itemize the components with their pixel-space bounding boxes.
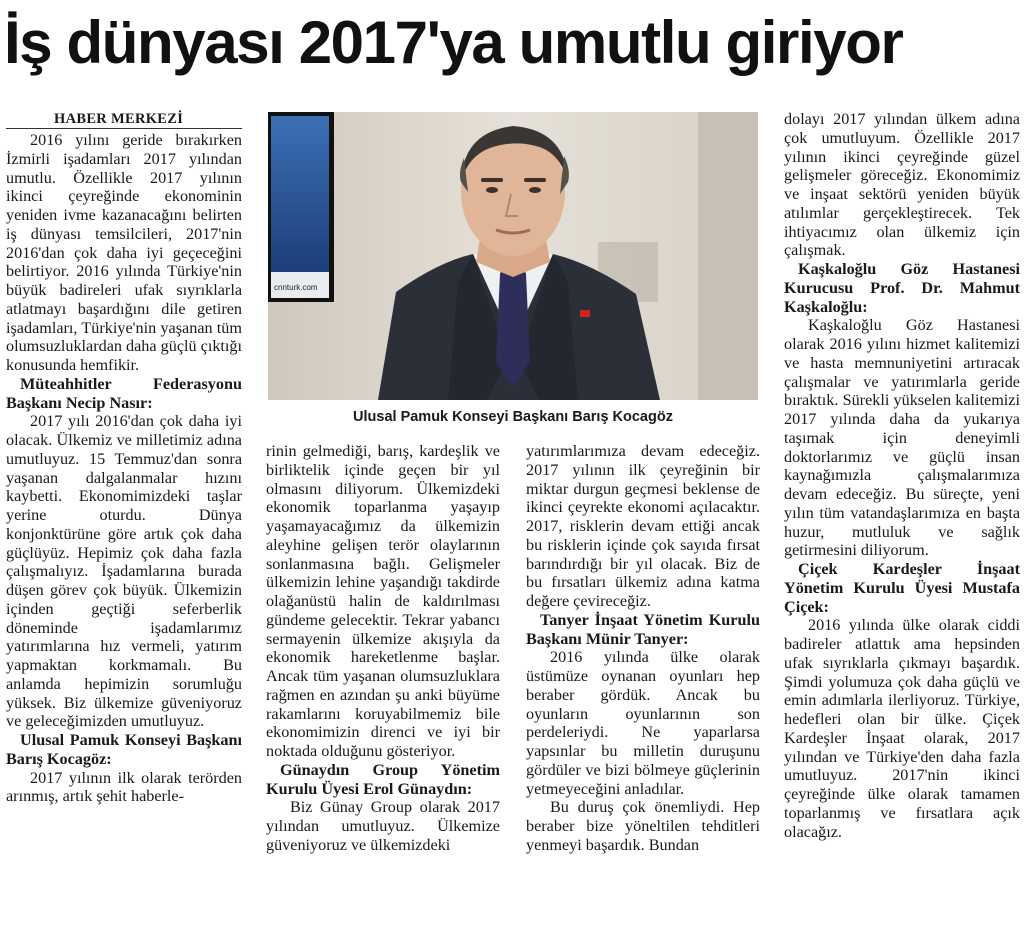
paragraph-mustafa-cicek: 2016 yılında ülke olarak ciddi badireler atlattık ama hepsinden ufak sıyrıklarla çıkmayı başardık. Şimdi yolumuza çok daha güçlü ve emin adımlarla ilerliyoruz. Türkiye, hedefleri olan bir ülke. Çiçek Kardeşler İnşaat olarak, 2017 yılından ve Türkiye'den daha fazla umutluyuz. 2017'nin ikinci çeyreğinde ülke olarak tamamen toparlanmış ve fırsatlara açık olacağız. — [784, 616, 1020, 841]
column-4 — [784, 110, 1020, 928]
paragraph-erol-gunaydin-cont: yatırımlarımıza devam edeceğiz. 2017 yılının ilk çeyreğinin bir miktar durgun geçmesi beklense de ikinci çeyrekte ekonomi açılacaktır. 2017, risklerin devam ettiği ancak bu risklerin içinde çok sayıda fırsat barındırdığı bir yıl olacak. Biz de bu fırsatları ülkemiz adına katma değere çevireceğiz. — [526, 442, 760, 610]
column-2 — [266, 442, 500, 928]
subhead-necip-nasir: Müteahhitler Federasyonu Başkanı Necip Nasır: — [6, 374, 242, 412]
subhead-mahmut-kaskaloglu: Kaşkaloğlu Göz Hastanesi Kurucusu Prof. Dr. Mahmut Kaşkaloğlu: — [784, 260, 1020, 316]
intro-paragraph: 2016 yılını geride bırakırken İzmirli işadamları 2017 yılından umutlu. Özellikle 2017 yılının ikinci çeyreğinde ekonominin yeniden ivme kazanacağını belirten iş dünyası temsilcileri, 2017'nin 2016'dan çok daha iyi geçeceğini belirtiyor. 2016 yılında Türkiye'nin büyük badireleri ufak sıyrıklarla atlatmayı başardığını dile getiren işadamları, Türkiye'nin yaşanan tüm olumsuzluklardan daha güçlü çıktığı konusunda hemfikir. — [6, 131, 242, 374]
paragraph-mahmut-kaskaloglu: Kaşkaloğlu Göz Hastanesi olarak 2016 yılını hizmet kalitemizi ve hasta memnuniyetini artıracak çalışmalar ve yatırımlarla geride bıraktık. Sürekli yükselen kalitemizi 2017 yılında daha da yukarıya taşımak için deneyimli doktorlarımız ve güçlü insan kaynağımızla çalışmalarımıza devam edeceğiz. Bu süreçte, yeni yılın tüm vatandaşlarımıza en başta huzur, mutluluk ve sağlık getirmesini diliyorum. — [784, 316, 1020, 560]
portrait-illustration — [268, 112, 758, 400]
portrait-photo — [268, 112, 758, 400]
column-3 — [526, 442, 760, 928]
subhead-mustafa-cicek: Çiçek Kardeşler İnşaat Yönetim Kurulu Üyesi Mustafa Çiçek: — [784, 560, 1020, 616]
subhead-erol-gunaydin: Günaydın Group Yönetim Kurulu Üyesi Erol Günaydın: — [266, 760, 500, 798]
subhead-baris-kocagoz: Ulusal Pamuk Konseyi Başkanı Barış Kocagöz: — [6, 731, 242, 768]
paragraph-baris-kocagoz-cont: rinin gelmediği, barış, kardeşlik ve birliktelik içinde geçen bir yıl olmasını diliyorum. Ülkemizdeki ekonomik toparlanma yaşayıp yaşamayacağımız da ülkemizin aleyhine gelişen terör olaylarının sonlanmasına bağlı. Gelişmeler ülkemizin lehine yaşandığı takdirde olağanüstü halin de kaldırılması gündeme gelecektir. Tekrar yabancı sermayenin ülkemize akışıyla da ekonomik hareketlenme başlar. Ancak tüm yaşanan olumsuzluklara rağmen en azından şu anki büyüme rakamlarını koruyabilmemiz bile ekonomimizin direnci ve iyi bir noktada olduğunu gösteriyor. — [266, 442, 500, 760]
headline: İş dünyası 2017'ya umutlu giriyor — [4, 9, 903, 76]
paragraph-munir-tanyer-1: 2016 yılında ülke olarak üstümüze oynanan oyunları hep beraber gördük. Ancak bu oyunların oyunlarının son perdeleriydi. Ne yaparlarsa yapsınlar bu milletin duruşunu gördüler ve bizi bölmeye güçlerinin yetmeyeceğini anladılar. — [526, 648, 760, 798]
paragraph-necip-nasir: 2017 yılı 2016'dan çok daha iyi olacak. Ülkemiz ve milletimiz adına umutluyuz. 15 Temmuz'dan sonra yaşanan dalgalanmalar hızını kaybetti. Ekonomimizdeki taşlar yerine oturdu. Dünya konjonktürüne göre artık çok daha güçlüyüz. Hepimiz çok daha fazla çalışmalıyız. İşadamlarına burada düşen görev çok büyük. Ülkemizin içinden geçtiği seferberlik döneminde işadamlarımız yatırımlarına hız vermeli, yatırım yapmaktan korkmamalı. Bu anlamda hepimizin sorumluğu yüksek. Biz ülkemize güveniyoruz ve geleceğimizden umutluyuz. — [6, 412, 242, 731]
subhead-munir-tanyer: Tanyer İnşaat Yönetim Kurulu Başkanı Münir Tanyer: — [526, 610, 760, 648]
paragraph-munir-tanyer-2: Bu duruş çok önemliydi. Hep beraber bize yöneltilen tehditleri yenmeyi başardık. Bundan — [526, 798, 760, 854]
photo-caption: Ulusal Pamuk Konseyi Başkanı Barış Kocagöz — [353, 409, 673, 425]
paragraph-erol-gunaydin: Biz Günay Group olarak 2017 yılından umutluyuz. Ülkemize güveniyoruz ve ülkemizdeki — [266, 798, 500, 854]
paragraph-baris-kocagoz: 2017 yılının ilk olarak terörden arınmış, artık şehit haberle- — [6, 768, 242, 806]
byline: HABER MERKEZİ — [6, 110, 242, 129]
screen-text: cnnturk.com — [274, 283, 318, 292]
paragraph-munir-tanyer-cont: dolayı 2017 yılından ülkem adına çok umutluyum. Özellikle 2017 yılının ikinci çeyreğinde güzel gelişmeler göreceğiz. Ekonomimiz ve inşaat sektörü yeniden büyük atılımlar gerçekleştirecek. Tek ihtiyacımız olan ülkemiz için çalışmak. — [784, 110, 1020, 260]
column-1 — [6, 110, 242, 928]
